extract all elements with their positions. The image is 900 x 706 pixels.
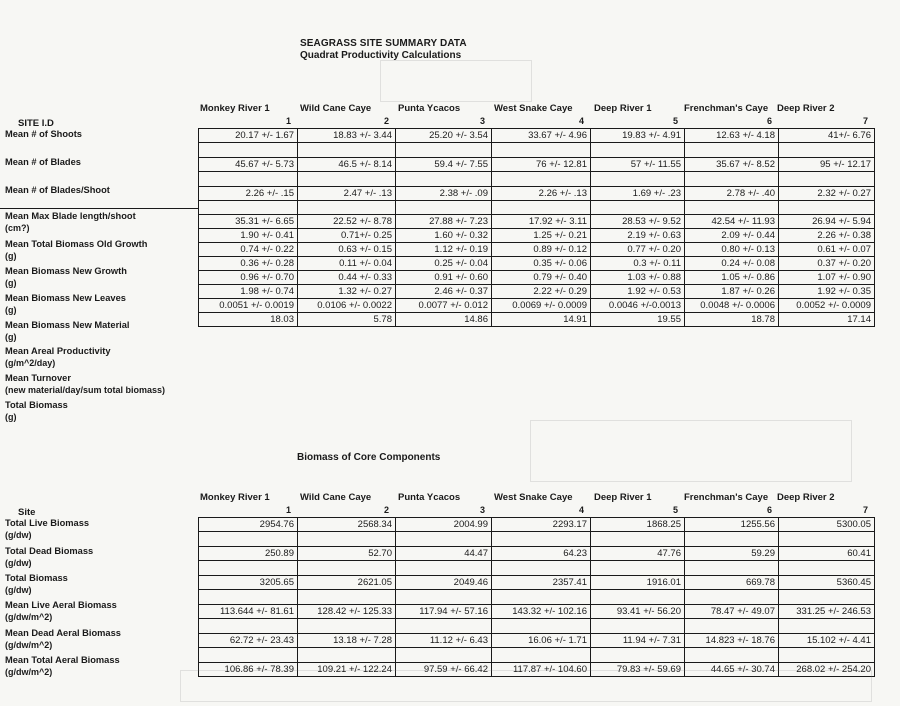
quadrat-row-unit: (g): [5, 278, 17, 288]
quadrat-column-number: 1: [285, 116, 291, 126]
core-row-unit: (g/dw/m^2): [5, 640, 53, 650]
core-column-number: 1: [285, 505, 291, 515]
quadrat-row-label: Mean Total Biomass Old Growth: [5, 239, 148, 249]
scan-artifact: [380, 60, 532, 102]
quadrat-cell: 1.92 +/- 0.53: [591, 285, 685, 299]
quadrat-cell: 17.92 +/- 3.11: [492, 215, 591, 229]
quadrat-table-row: [199, 215, 875, 229]
quadrat-table-row: [199, 187, 875, 201]
quadrat-cell: 2.26 +/- 0.38: [779, 229, 875, 243]
quadrat-cell: 1.03 +/- 0.88: [591, 271, 685, 285]
quadrat-cell: 1.32 +/- 0.27: [298, 285, 396, 299]
quadrat-row-label: Total Biomass: [5, 400, 68, 410]
quadrat-row-unit: (cm?): [5, 223, 30, 233]
quadrat-cell: 27.88 +/- 7.23: [396, 215, 492, 229]
quadrat-cell: 1.69 +/- .23: [591, 187, 685, 201]
core-table-row: [199, 547, 875, 561]
quadrat-cell: 26.94 +/- 5.94: [779, 215, 875, 229]
core-cell: 5300.05: [779, 518, 875, 532]
quadrat-cell: 0.0077 +/- 0.012: [396, 299, 492, 313]
quadrat-cell: 0.0051 +/- 0.0019: [199, 299, 298, 313]
quadrat-column-number: 2: [383, 116, 389, 126]
quadrat-row-label: Mean Turnover: [5, 373, 71, 383]
core-row-label: Mean Dead Aeral Biomass: [5, 628, 121, 638]
quadrat-column-header: Deep River 1: [594, 103, 652, 114]
quadrat-cell: 14.86: [396, 313, 492, 327]
quadrat-cell: 17.14: [779, 313, 875, 327]
scan-artifact: [180, 670, 872, 702]
core-cell: 11.12 +/- 6.43: [396, 634, 492, 648]
quadrat-cell: 2.09 +/- 0.44: [685, 229, 779, 243]
quadrat-table-row: [199, 299, 875, 313]
core-row-label: Total Dead Biomass: [5, 546, 94, 556]
quadrat-cell: 0.96 +/- 0.70: [199, 271, 298, 285]
core-cell: 14.823 +/- 18.76: [685, 634, 779, 648]
quadrat-cell: 1.07 +/- 0.90: [779, 271, 875, 285]
core-table-row: [199, 576, 875, 590]
quadrat-cell: 1.25 +/- 0.21: [492, 229, 591, 243]
core-column-header: Wild Cane Caye: [300, 492, 372, 503]
core-cell: 113.644 +/- 81.61: [199, 605, 298, 619]
core-section-title: Biomass of Core Components: [297, 452, 441, 463]
quadrat-cell: 0.36 +/- 0.28: [199, 257, 298, 271]
core-row-label: Total Live Biomass: [5, 518, 90, 528]
core-cell: 250.89: [199, 547, 298, 561]
core-cell: 331.25 +/- 246.53: [779, 605, 875, 619]
quadrat-cell: 1.12 +/- 0.19: [396, 243, 492, 257]
core-cell: 2621.05: [298, 576, 396, 590]
quadrat-column-header: West Snake Caye: [494, 103, 573, 114]
quadrat-cell: 1.98 +/- 0.74: [199, 285, 298, 299]
core-cell: 143.32 +/- 102.16: [492, 605, 591, 619]
quadrat-cell: 0.71+/- 0.25: [298, 229, 396, 243]
quadrat-cell: 18.78: [685, 313, 779, 327]
quadrat-row-label: Mean Max Blade length/shoot: [5, 211, 136, 221]
quadrat-cell: 0.74 +/- 0.22: [199, 243, 298, 257]
quadrat-cell: 95 +/- 12.17: [779, 158, 875, 172]
divider-rule: [0, 208, 198, 209]
quadrat-site-header: SITE I.D: [18, 118, 54, 129]
core-cell: 2568.34: [298, 518, 396, 532]
quadrat-cell: 0.25 +/- 0.04: [396, 257, 492, 271]
core-row-label: Mean Live Aeral Biomass: [5, 600, 117, 610]
core-cell: 64.23: [492, 547, 591, 561]
quadrat-cell: 2.22 +/- 0.29: [492, 285, 591, 299]
core-column-number: 4: [578, 505, 584, 515]
core-row-label: Mean Total Aeral Biomass: [5, 655, 120, 665]
quadrat-cell: 1.87 +/- 0.26: [685, 285, 779, 299]
core-column-number: 2: [383, 505, 389, 515]
core-row-unit: (g/dw): [5, 530, 32, 540]
quadrat-row-unit: (g): [5, 412, 17, 422]
core-cell: 78.47 +/- 49.07: [685, 605, 779, 619]
quadrat-cell: 76 +/- 12.81: [492, 158, 591, 172]
quadrat-cell: 59.4 +/- 7.55: [396, 158, 492, 172]
core-column-number: 5: [672, 505, 678, 515]
quadrat-cell: 45.67 +/- 5.73: [199, 158, 298, 172]
quadrat-column-header: Punta Ycacos: [398, 103, 461, 114]
quadrat-cell: 1.60 +/- 0.32: [396, 229, 492, 243]
core-column-number: 6: [766, 505, 772, 515]
quadrat-row-label: Mean # of Shoots: [5, 129, 82, 139]
core-cell: 11.94 +/- 7.31: [591, 634, 685, 648]
quadrat-table-row: [199, 313, 875, 327]
core-cell: 62.72 +/- 23.43: [199, 634, 298, 648]
core-cell: 1255.56: [685, 518, 779, 532]
quadrat-cell: 5.78: [298, 313, 396, 327]
quadrat-column-number: 4: [578, 116, 584, 126]
quadrat-column-header: Monkey River 1: [200, 103, 270, 114]
quadrat-column-header: Deep River 2: [777, 103, 835, 114]
quadrat-row-label: Mean Biomass New Leaves: [5, 293, 126, 303]
core-cell: 13.18 +/- 7.28: [298, 634, 396, 648]
quadrat-column-number: 7: [862, 116, 868, 126]
quadrat-cell: 12.63 +/- 4.18: [685, 129, 779, 143]
quadrat-column-header: Wild Cane Caye: [300, 103, 372, 114]
core-column-number: 3: [479, 505, 485, 515]
core-row-label: Total Biomass: [5, 573, 68, 583]
quadrat-cell: 2.26 +/- .13: [492, 187, 591, 201]
page-title: SEAGRASS SITE SUMMARY DATA: [300, 38, 467, 49]
core-table: [198, 517, 875, 677]
core-table-row: [199, 634, 875, 648]
core-cell: 2004.99: [396, 518, 492, 532]
core-site-header: Site: [18, 507, 36, 518]
core-cell: 117.87 +/- 104.60: [492, 663, 591, 677]
quadrat-cell: 0.91 +/- 0.60: [396, 271, 492, 285]
quadrat-cell: 46.5 +/- 8.14: [298, 158, 396, 172]
quadrat-cell: 2.47 +/- .13: [298, 187, 396, 201]
quadrat-cell: 2.78 +/- .40: [685, 187, 779, 201]
quadrat-column-number: 3: [479, 116, 485, 126]
quadrat-cell: 35.67 +/- 8.52: [685, 158, 779, 172]
quadrat-cell: 2.26 +/- .15: [199, 187, 298, 201]
core-row-unit: (g/dw/m^2): [5, 667, 53, 677]
core-cell: 2049.46: [396, 576, 492, 590]
core-cell: 117.94 +/- 57.16: [396, 605, 492, 619]
core-cell: 93.41 +/- 56.20: [591, 605, 685, 619]
core-cell: 97.59 +/- 66.42: [396, 663, 492, 677]
core-cell: 79.83 +/- 59.69: [591, 663, 685, 677]
quadrat-cell: 0.37 +/- 0.20: [779, 257, 875, 271]
quadrat-cell: 35.31 +/- 6.65: [199, 215, 298, 229]
quadrat-cell: 18.83 +/- 3.44: [298, 129, 396, 143]
core-cell: 1916.01: [591, 576, 685, 590]
core-row-unit: (g/dw/m^2): [5, 612, 53, 622]
quadrat-table-row: [199, 129, 875, 143]
core-table-row: [199, 605, 875, 619]
core-cell: 5360.45: [779, 576, 875, 590]
quadrat-table-row: [199, 271, 875, 285]
quadrat-cell: 2.32 +/- 0.27: [779, 187, 875, 201]
core-column-header: West Snake Caye: [494, 492, 573, 503]
quadrat-cell: 0.63 +/- 0.15: [298, 243, 396, 257]
quadrat-cell: 0.77 +/- 0.20: [591, 243, 685, 257]
quadrat-cell: 28.53 +/- 9.52: [591, 215, 685, 229]
scan-artifact: [530, 420, 852, 482]
core-cell: 15.102 +/- 4.41: [779, 634, 875, 648]
core-row-unit: (g/dw): [5, 585, 32, 595]
quadrat-row-unit: (g/m^2/day): [5, 358, 56, 368]
quadrat-column-number: 6: [766, 116, 772, 126]
quadrat-table: [198, 128, 875, 327]
core-cell: 2954.76: [199, 518, 298, 532]
quadrat-cell: 0.24 +/- 0.08: [685, 257, 779, 271]
quadrat-cell: 14.91: [492, 313, 591, 327]
core-cell: 128.42 +/- 125.33: [298, 605, 396, 619]
quadrat-row-unit: (g): [5, 332, 17, 342]
quadrat-cell: 2.19 +/- 0.63: [591, 229, 685, 243]
core-cell: 1868.25: [591, 518, 685, 532]
quadrat-cell: 33.67 +/- 4.96: [492, 129, 591, 143]
core-column-header: Deep River 2: [777, 492, 835, 503]
quadrat-table-row: [199, 158, 875, 172]
core-cell: 16.06 +/- 1.71: [492, 634, 591, 648]
core-cell: 44.65 +/- 30.74: [685, 663, 779, 677]
core-column-header: Punta Ycacos: [398, 492, 461, 503]
quadrat-table-row: [199, 285, 875, 299]
quadrat-cell: 42.54 +/- 11.93: [685, 215, 779, 229]
page-subtitle: Quadrat Productivity Calculations: [300, 50, 462, 61]
core-cell: 109.21 +/- 122.24: [298, 663, 396, 677]
core-column-header: Frenchman's Caye: [684, 492, 769, 503]
core-cell: 106.86 +/- 78.39: [199, 663, 298, 677]
quadrat-row-unit: (g): [5, 305, 17, 315]
core-column-header: Deep River 1: [594, 492, 652, 503]
quadrat-row-label: Mean # of Blades: [5, 157, 81, 167]
quadrat-cell: 0.0048 +/- 0.0006: [685, 299, 779, 313]
quadrat-row-label: Mean Areal Productivity: [5, 346, 111, 356]
quadrat-cell: 0.79 +/- 0.40: [492, 271, 591, 285]
quadrat-row-label: Mean # of Blades/Shoot: [5, 185, 110, 195]
quadrat-cell: 0.0046 +/-0.0013: [591, 299, 685, 313]
quadrat-column-number: 5: [672, 116, 678, 126]
quadrat-table-row: [199, 229, 875, 243]
core-cell: 60.41: [779, 547, 875, 561]
quadrat-cell: 18.03: [199, 313, 298, 327]
core-column-header: Monkey River 1: [200, 492, 270, 503]
quadrat-row-unit: (g): [5, 251, 17, 261]
quadrat-cell: 57 +/- 11.55: [591, 158, 685, 172]
quadrat-cell: 0.35 +/- 0.06: [492, 257, 591, 271]
core-cell: 3205.65: [199, 576, 298, 590]
quadrat-cell: 0.0052 +/- 0.0009: [779, 299, 875, 313]
core-row-unit: (g/dw): [5, 558, 32, 568]
quadrat-cell: 0.0069 +/- 0.0009: [492, 299, 591, 313]
core-cell: 44.47: [396, 547, 492, 561]
quadrat-cell: 19.55: [591, 313, 685, 327]
quadrat-table-row: [199, 243, 875, 257]
quadrat-cell: 2.38 +/- .09: [396, 187, 492, 201]
quadrat-cell: 41+/- 6.76: [779, 129, 875, 143]
quadrat-cell: 1.90 +/- 0.41: [199, 229, 298, 243]
quadrat-column-header: Frenchman's Caye: [684, 103, 769, 114]
quadrat-cell: 0.80 +/- 0.13: [685, 243, 779, 257]
core-cell: 669.78: [685, 576, 779, 590]
core-table-row: [199, 518, 875, 532]
core-cell: 2293.17: [492, 518, 591, 532]
quadrat-cell: 0.44 +/- 0.33: [298, 271, 396, 285]
quadrat-cell: 20.17 +/- 1.67: [199, 129, 298, 143]
quadrat-cell: 25.20 +/- 3.54: [396, 129, 492, 143]
quadrat-cell: 0.89 +/- 0.12: [492, 243, 591, 257]
quadrat-cell: 0.0106 +/- 0.0022: [298, 299, 396, 313]
quadrat-cell: 19.83 +/- 4.91: [591, 129, 685, 143]
core-cell: 2357.41: [492, 576, 591, 590]
core-column-number: 7: [862, 505, 868, 515]
quadrat-table-row: [199, 257, 875, 271]
quadrat-row-label: Mean Biomass New Growth: [5, 266, 127, 276]
core-cell: 52.70: [298, 547, 396, 561]
quadrat-cell: 22.52 +/- 8.78: [298, 215, 396, 229]
quadrat-cell: 0.61 +/- 0.07: [779, 243, 875, 257]
quadrat-cell: 0.3 +/- 0.11: [591, 257, 685, 271]
core-cell: 268.02 +/- 254.20: [779, 663, 875, 677]
core-cell: 59.29: [685, 547, 779, 561]
quadrat-cell: 2.46 +/- 0.37: [396, 285, 492, 299]
quadrat-row-unit: (new material/day/sum total biomass): [5, 385, 166, 395]
core-cell: 47.76: [591, 547, 685, 561]
quadrat-cell: 1.92 +/- 0.35: [779, 285, 875, 299]
quadrat-row-label: Mean Biomass New Material: [5, 320, 130, 330]
quadrat-cell: 1.05 +/- 0.86: [685, 271, 779, 285]
quadrat-cell: 0.11 +/- 0.04: [298, 257, 396, 271]
